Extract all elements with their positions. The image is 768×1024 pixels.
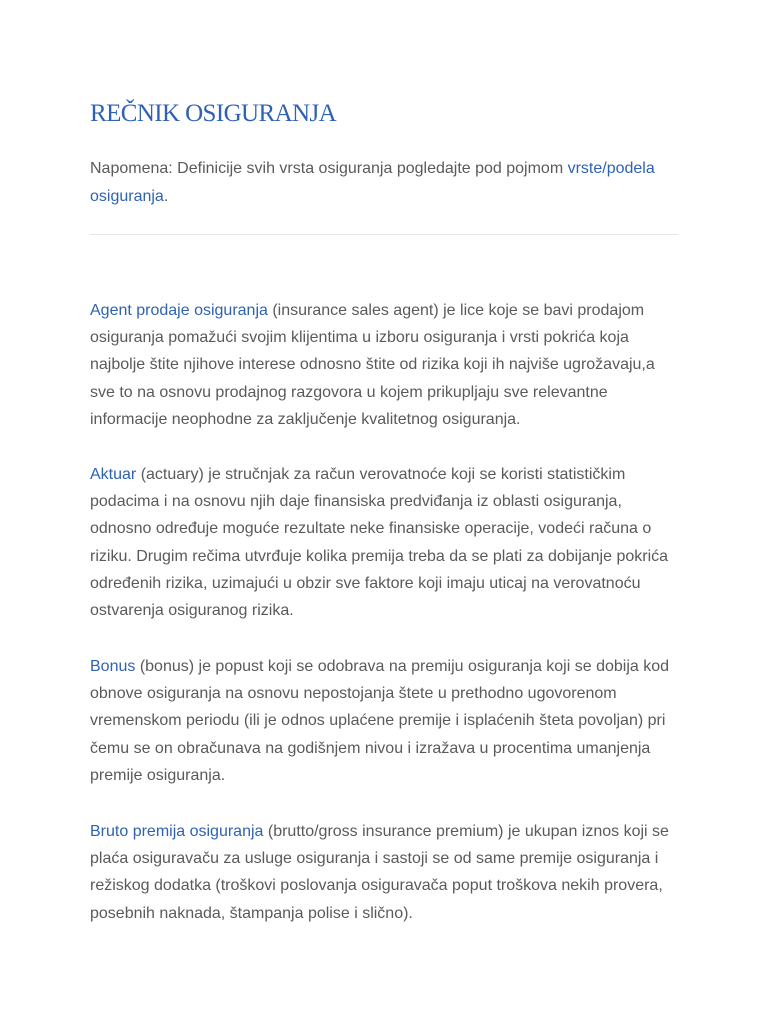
glossary-entry <box>90 818 680 927</box>
glossary-entry <box>90 653 680 789</box>
page-title: REČNIK OSIGURANJA <box>90 100 337 127</box>
divider <box>90 234 678 235</box>
term-link-bruto-premija-osiguranja[interactable]: Bruto premija osiguranja <box>90 823 264 840</box>
note-paragraph <box>90 155 680 210</box>
entry-definition: (brutto/gross insurance premium) je ukupan iznos koji se plaća osiguravaču za usluge osiguranja i sastoji se od same premije osiguranja i režiskog dodatka (troškovi poslovanja osiguravača poput troškova nekih provera, posebnih naknada, štampanja polise i slično). <box>90 823 669 922</box>
entry-definition: (insurance sales agent) je lice koje se bavi prodajom osiguranja pomažući svojim klijentima u izboru osiguranja i vrsti pokrića koja najbolje štite njihove interese odnosno štite od rizika koji ih najviše ugrožavaju,a sve to na osnovu prodajnog razgovora u kojem prikupljaju sve relevantne informacije neophodne za zaključenje kvalitetnog osiguranja. <box>90 302 655 428</box>
link-vrste-podela-osiguranja[interactable]: vrste/podela osiguranja <box>90 160 655 205</box>
term-link-agent-prodaje-osiguranja[interactable]: Agent prodaje osiguranja <box>90 302 268 319</box>
glossary-entry <box>90 297 680 433</box>
note-suffix: . <box>163 187 169 205</box>
term-link-aktuar[interactable]: Aktuar <box>90 466 137 483</box>
entry-definition: (actuary) je stručnjak za račun verovatnoće koji se koristi statističkim podacima i na osnovu njih daje finansiska predviđanja iz oblasti osiguranja, odnosno određuje moguće rezultate neke finansiske operacije, vodeći računa o riziku. Drugim rečima utvrđuje kolika premija treba da se plati za dobijanje pokrića određenih rizika, uzimajući u obzir sve faktore koji imaju uticaj na verovatnoću ostvarenja osiguranog rizika. <box>90 466 669 620</box>
term-link-bonus[interactable]: Bonus <box>90 658 136 675</box>
glossary-entry <box>90 461 680 624</box>
note-text: Napomena: Definicije svih vrsta osiguranja pogledajte pod pojmom <box>90 160 568 177</box>
entry-definition: (bonus) je popust koji se odobrava na premiju osiguranja koji se dobija kod obnove osiguranja na osnovu nepostojanja štete u prethodno ugovorenom vremenskom periodu (ili je odnos uplaćene premije i isplaćenih šteta povoljan) pri čemu se on obračunava na godišnjem nivou i izražava u procentima umanjenja premije osiguranja. <box>90 658 670 784</box>
